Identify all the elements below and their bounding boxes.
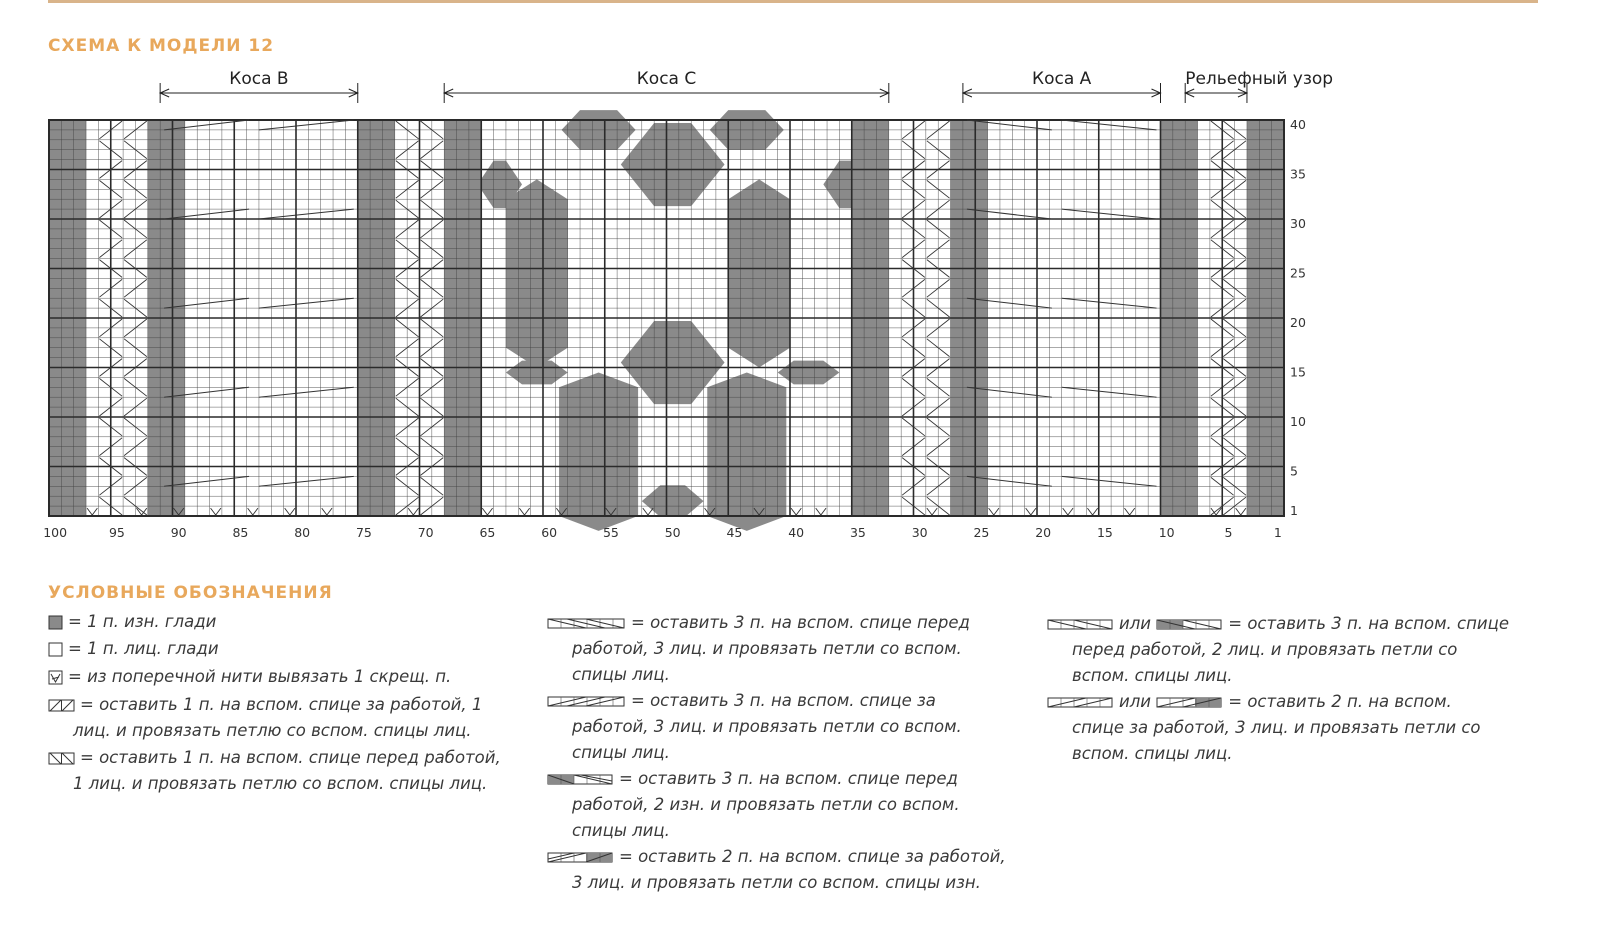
stitch-tick-label: 45 xyxy=(726,525,743,540)
legend-text: спицы лиц. xyxy=(572,665,670,684)
section-label xyxy=(444,69,889,103)
legend-text: = оставить 3 п. на вспом. спице перед xyxy=(619,769,958,788)
legend-text: лиц. и провязать петлю со вспом. спицы лиц. xyxy=(73,721,472,740)
legend-item-cable-23-back xyxy=(547,844,1006,896)
stitch-tick-label: 100 xyxy=(43,525,68,540)
cable-2-3p-alt-icon xyxy=(1156,696,1224,710)
cable-motif xyxy=(559,372,638,530)
legend-text: 3 лиц. и провязать петли со вспом. спицы изн. xyxy=(572,873,981,892)
stitch-tick-label: 75 xyxy=(355,525,372,540)
cable-motif xyxy=(642,485,704,517)
legend-text: = из поперечной нити вывязать 1 скрещ. п. xyxy=(68,667,452,686)
legend-item-cable-23-knit-back xyxy=(1047,689,1481,767)
stitch-tick-label: 20 xyxy=(1035,525,1052,540)
legend-item-cross-back xyxy=(48,692,482,744)
legend-text: 1 лиц. и провязать петлю со вспом. спицы лиц. xyxy=(73,774,488,793)
legend-item-cable-32p-front xyxy=(547,766,960,844)
stitch-tick-label: 50 xyxy=(664,525,681,540)
legend-text: перед работой, 2 лиц. и провязать петли со xyxy=(1072,640,1458,659)
legend-item-cable-33-front xyxy=(547,610,970,688)
section-label xyxy=(1185,69,1333,103)
row-tick-label: 20 xyxy=(1290,314,1306,330)
legend-text: спице за работой, 3 лиц. и провязать петли со xyxy=(1072,718,1481,737)
stitch-tick-label: 1 xyxy=(1273,525,1282,540)
stitch-tick-label: 70 xyxy=(417,525,434,540)
cable-2-3-knit-back-icon xyxy=(1047,696,1115,710)
stitch-tick-label: 40 xyxy=(788,525,805,540)
grid-bold-lines xyxy=(49,120,1284,516)
legend-text: = оставить 3 п. на вспом. спице xyxy=(1228,614,1509,633)
legend-or: или xyxy=(1119,614,1151,633)
row-tick-label: 30 xyxy=(1290,215,1306,231)
stitch-tick-label: 35 xyxy=(849,525,866,540)
row-tick-label: 25 xyxy=(1290,265,1306,281)
legend-text: = оставить 2 п. на вспом. xyxy=(1228,692,1452,711)
stitch-tick-label: 25 xyxy=(973,525,990,540)
row-tick-label: 1 xyxy=(1290,503,1298,518)
cable-motif xyxy=(707,372,786,530)
cable-3-2-front-icon xyxy=(1047,618,1115,632)
stitch-tick-label: 90 xyxy=(170,525,187,540)
stitch-tick-label: 55 xyxy=(602,525,619,540)
legend-text: = оставить 1 п. на вспом. спице перед работой, xyxy=(80,748,501,767)
legend-text: спицы лиц. xyxy=(572,743,670,762)
knit-square-icon xyxy=(48,642,64,658)
stitch-tick-label: 10 xyxy=(1158,525,1175,540)
legend-text: = оставить 3 п. на вспом. спице за xyxy=(631,691,936,710)
cable-3-3-back-icon xyxy=(547,695,627,709)
section-label xyxy=(963,69,1161,103)
legend-item-twisted xyxy=(48,664,451,690)
legend-text: = 1 п. лиц. глади xyxy=(68,639,219,658)
section-label xyxy=(160,69,358,103)
legend-text: работой, 2 изн. и провязать петли со вспом. xyxy=(572,795,960,814)
cable-3-2p-front-icon xyxy=(547,773,615,787)
cross-1-front-icon xyxy=(48,751,76,767)
legend-or: или xyxy=(1119,692,1151,711)
stitch-tick-label: 60 xyxy=(541,525,558,540)
legend-item-cable-33-back xyxy=(547,688,962,766)
legend-item-cross-front xyxy=(48,745,501,797)
legend-text: = 1 п. изн. глади xyxy=(68,612,217,631)
legend-text: вспом. спицы лиц. xyxy=(1072,666,1233,685)
chart-grid xyxy=(49,120,1284,516)
legend-item-purl xyxy=(48,609,216,635)
cable-3-2p-alt-icon xyxy=(1156,618,1224,632)
cable-motif xyxy=(621,123,725,206)
legend-text: вспом. спицы лиц. xyxy=(1072,744,1233,763)
section-labels xyxy=(160,69,1333,103)
legend-text: работой, 3 лиц. и провязать петли со вспом. xyxy=(572,717,962,736)
chart-title: СХЕМА К МОДЕЛИ 12 xyxy=(48,36,275,56)
purl-square-icon xyxy=(48,615,64,631)
section-label-text: Коса C xyxy=(636,69,697,89)
legend-text: спицы лиц. xyxy=(572,821,670,840)
stitch-tick-label: 95 xyxy=(108,525,125,540)
stitch-tick-label: 80 xyxy=(294,525,311,540)
row-tick-label: 15 xyxy=(1290,364,1306,380)
row-tick-label: 10 xyxy=(1290,413,1306,429)
row-tick-label: 40 xyxy=(1290,116,1306,132)
legend-text: работой, 3 лиц. и провязать петли со вспом. xyxy=(572,639,962,658)
cable-2-3-back-icon xyxy=(547,851,615,865)
stitch-tick-label: 5 xyxy=(1224,525,1233,540)
section-label-text: Коса B xyxy=(229,69,289,89)
stitch-tick-label: 15 xyxy=(1096,525,1113,540)
legend-heading: УСЛОВНЫЕ ОБОЗНАЧЕНИЯ xyxy=(48,583,333,603)
cable-motif xyxy=(506,179,568,367)
legend-text: = оставить 3 п. на вспом. спице перед xyxy=(631,613,970,632)
cable-motif xyxy=(506,361,568,385)
cable-motifs xyxy=(478,110,868,531)
legend-text: = оставить 2 п. на вспом. спице за работой, xyxy=(619,847,1006,866)
stitch-tick-label: 30 xyxy=(911,525,928,540)
twisted-stitch-icon xyxy=(48,670,64,686)
section-label-text: Коса A xyxy=(1032,69,1092,89)
cross-1-back-icon xyxy=(48,698,76,714)
legend-item-cable-32-front xyxy=(1047,611,1509,689)
stitch-tick-label: 65 xyxy=(479,525,496,540)
legend-text: = оставить 1 п. на вспом. спице за работой, 1 xyxy=(80,695,483,714)
cable-3-3-front-icon xyxy=(547,617,627,631)
stitch-tick-label: 85 xyxy=(232,525,249,540)
row-tick-label: 35 xyxy=(1290,166,1306,182)
legend-item-knit xyxy=(48,636,219,662)
cable-motif xyxy=(778,361,840,385)
row-tick-label: 5 xyxy=(1290,463,1298,479)
cable-motif xyxy=(728,179,790,367)
section-label-text: Рельефный узор xyxy=(1185,69,1334,89)
